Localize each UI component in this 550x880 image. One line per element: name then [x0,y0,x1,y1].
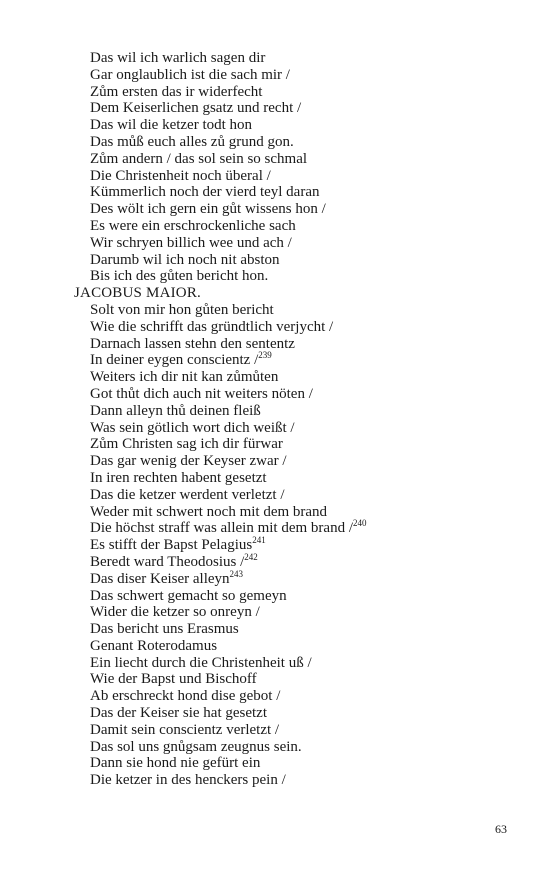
verse-line [90,588,530,605]
verse-line [90,151,530,168]
line-text: Wie die schrifft das gründtlich verjycht / [90,318,334,335]
line-text: Dann sie hond nie gefürt ein [90,755,261,772]
line-text: Bis ich des gůten bericht hon. [90,268,269,285]
verse-line [90,705,530,722]
line-text: JACOBUS MAIOR. [74,285,201,302]
line-text: Ab erschreckt hond dise gebot / [90,688,281,705]
line-text: Wider die ketzer so onreyn / [90,604,260,621]
line-text: Wir schryen billich wee und ach / [90,234,292,251]
verse-line [90,655,530,672]
verse-line [90,604,530,621]
line-text: Damit sein conscientz verletzt / [90,721,280,738]
speaker-heading [74,285,530,302]
line-text: In iren rechten habent gesetzt [90,469,267,486]
line-text: Die Christenheit noch überal / [90,167,271,184]
line-text: Weder mit schwert noch mit dem brand [90,503,328,520]
verse-line [90,252,530,269]
line-text: Das schwert gemacht so gemeyn [90,587,287,604]
footnote-marker[interactable]: 243 [229,568,244,579]
line-text: Das sol uns gnůgsam zeugnus sein. [90,738,302,755]
verse-line [90,470,530,487]
verse-line [90,386,530,403]
footnote-marker[interactable]: 241 [252,535,266,546]
verse-line [90,403,530,420]
line-text: Dann alleyn thů deinen fleiß [90,402,261,419]
line-text: Es stifft der Bapst Pelagius [90,537,253,554]
line-text: Die höchst straff was allein mit dem brand / [90,520,353,537]
verse-line [90,551,530,571]
verse-line [90,319,530,336]
line-text: Das bericht uns Erasmus [90,621,239,638]
line-text: Das wil die ketzer todt hon [90,117,253,134]
verse-line [90,336,530,353]
verse-line [90,420,530,437]
line-text: Es were ein erschrockenliche sach [90,217,296,234]
line-text: Zům andern / das sol sein so schmal [90,150,308,167]
line-text: Wie der Bapst und Bischoff [90,671,257,688]
verse-line [90,50,530,67]
verse-line [90,755,530,772]
verse-line [90,352,530,369]
footnote-marker[interactable]: 239 [258,350,272,361]
verse-line [90,117,530,134]
verse-line [90,184,530,201]
verse-line [90,369,530,386]
verse-line [90,688,530,705]
line-text: Gar onglaublich ist die sach mir / [90,66,290,83]
verse-line [90,638,530,655]
line-text: Zům Christen sag ich dir fürwar [90,436,283,453]
verse-line [90,568,530,588]
verse-text-block [74,50,530,789]
verse-line [90,84,530,101]
line-text: Got thůt dich auch nit weiters nöten / [90,385,313,402]
line-text: Genant Roterodamus [90,637,218,654]
verse-line [90,134,530,151]
verse-line [90,201,530,218]
verse-line [90,772,530,789]
verse-line [90,67,530,84]
verse-line [90,235,530,252]
verse-line [90,739,530,756]
footnote-marker[interactable]: 242 [244,551,258,562]
verse-line [90,537,530,554]
verse-line [90,218,530,235]
page-number: 63 [495,822,507,836]
line-text: Beredt ward Theodosius / [90,553,245,570]
line-text: Zům ersten das ir widerfecht [90,83,263,100]
line-text: Das wil ich warlich sagen dir [90,50,266,66]
line-text: Das der Keiser sie hat gesetzt [90,705,268,722]
line-text: Dem Keiserlichen gsatz und recht / [90,100,302,117]
verse-line [90,168,530,185]
line-text: Weiters ich dir nit kan zůmůten [90,369,279,386]
line-text: Das die ketzer werdent verletzt / [90,486,285,503]
verse-line [90,436,530,453]
verse-line [90,671,530,688]
line-text: Was sein götlich wort dich weißt / [90,419,295,436]
verse-line [90,504,530,521]
line-text: Kümmerlich noch der vierd teyl daran [90,184,320,201]
verse-line [90,268,530,285]
line-text: Das gar wenig der Keyser zwar / [90,453,287,470]
line-text: Solt von mir hon gůten bericht [90,301,274,318]
verse-line [90,621,530,638]
line-text: Des wölt ich gern ein gůt wissens hon / [90,201,326,218]
line-text: Das můß euch alles zů grund gon. [90,133,294,150]
verse-line [90,100,530,117]
verse-line [90,453,530,470]
line-text: Ein liecht durch die Christenheit uß / [90,654,312,671]
line-text: In deiner eygen conscientz / [90,352,259,369]
verse-line [90,487,530,504]
footnote-marker[interactable]: 240 [353,518,367,529]
line-text: Die ketzer in des henckers pein / [90,772,286,789]
line-text: Das diser Keiser alleyn [90,570,230,587]
verse-line [90,520,530,537]
line-text: Darumb wil ich noch nit abston [90,251,280,268]
verse-line [90,722,530,739]
verse-line [90,302,530,319]
line-text: Darnach lassen stehn den sententz [90,335,295,352]
